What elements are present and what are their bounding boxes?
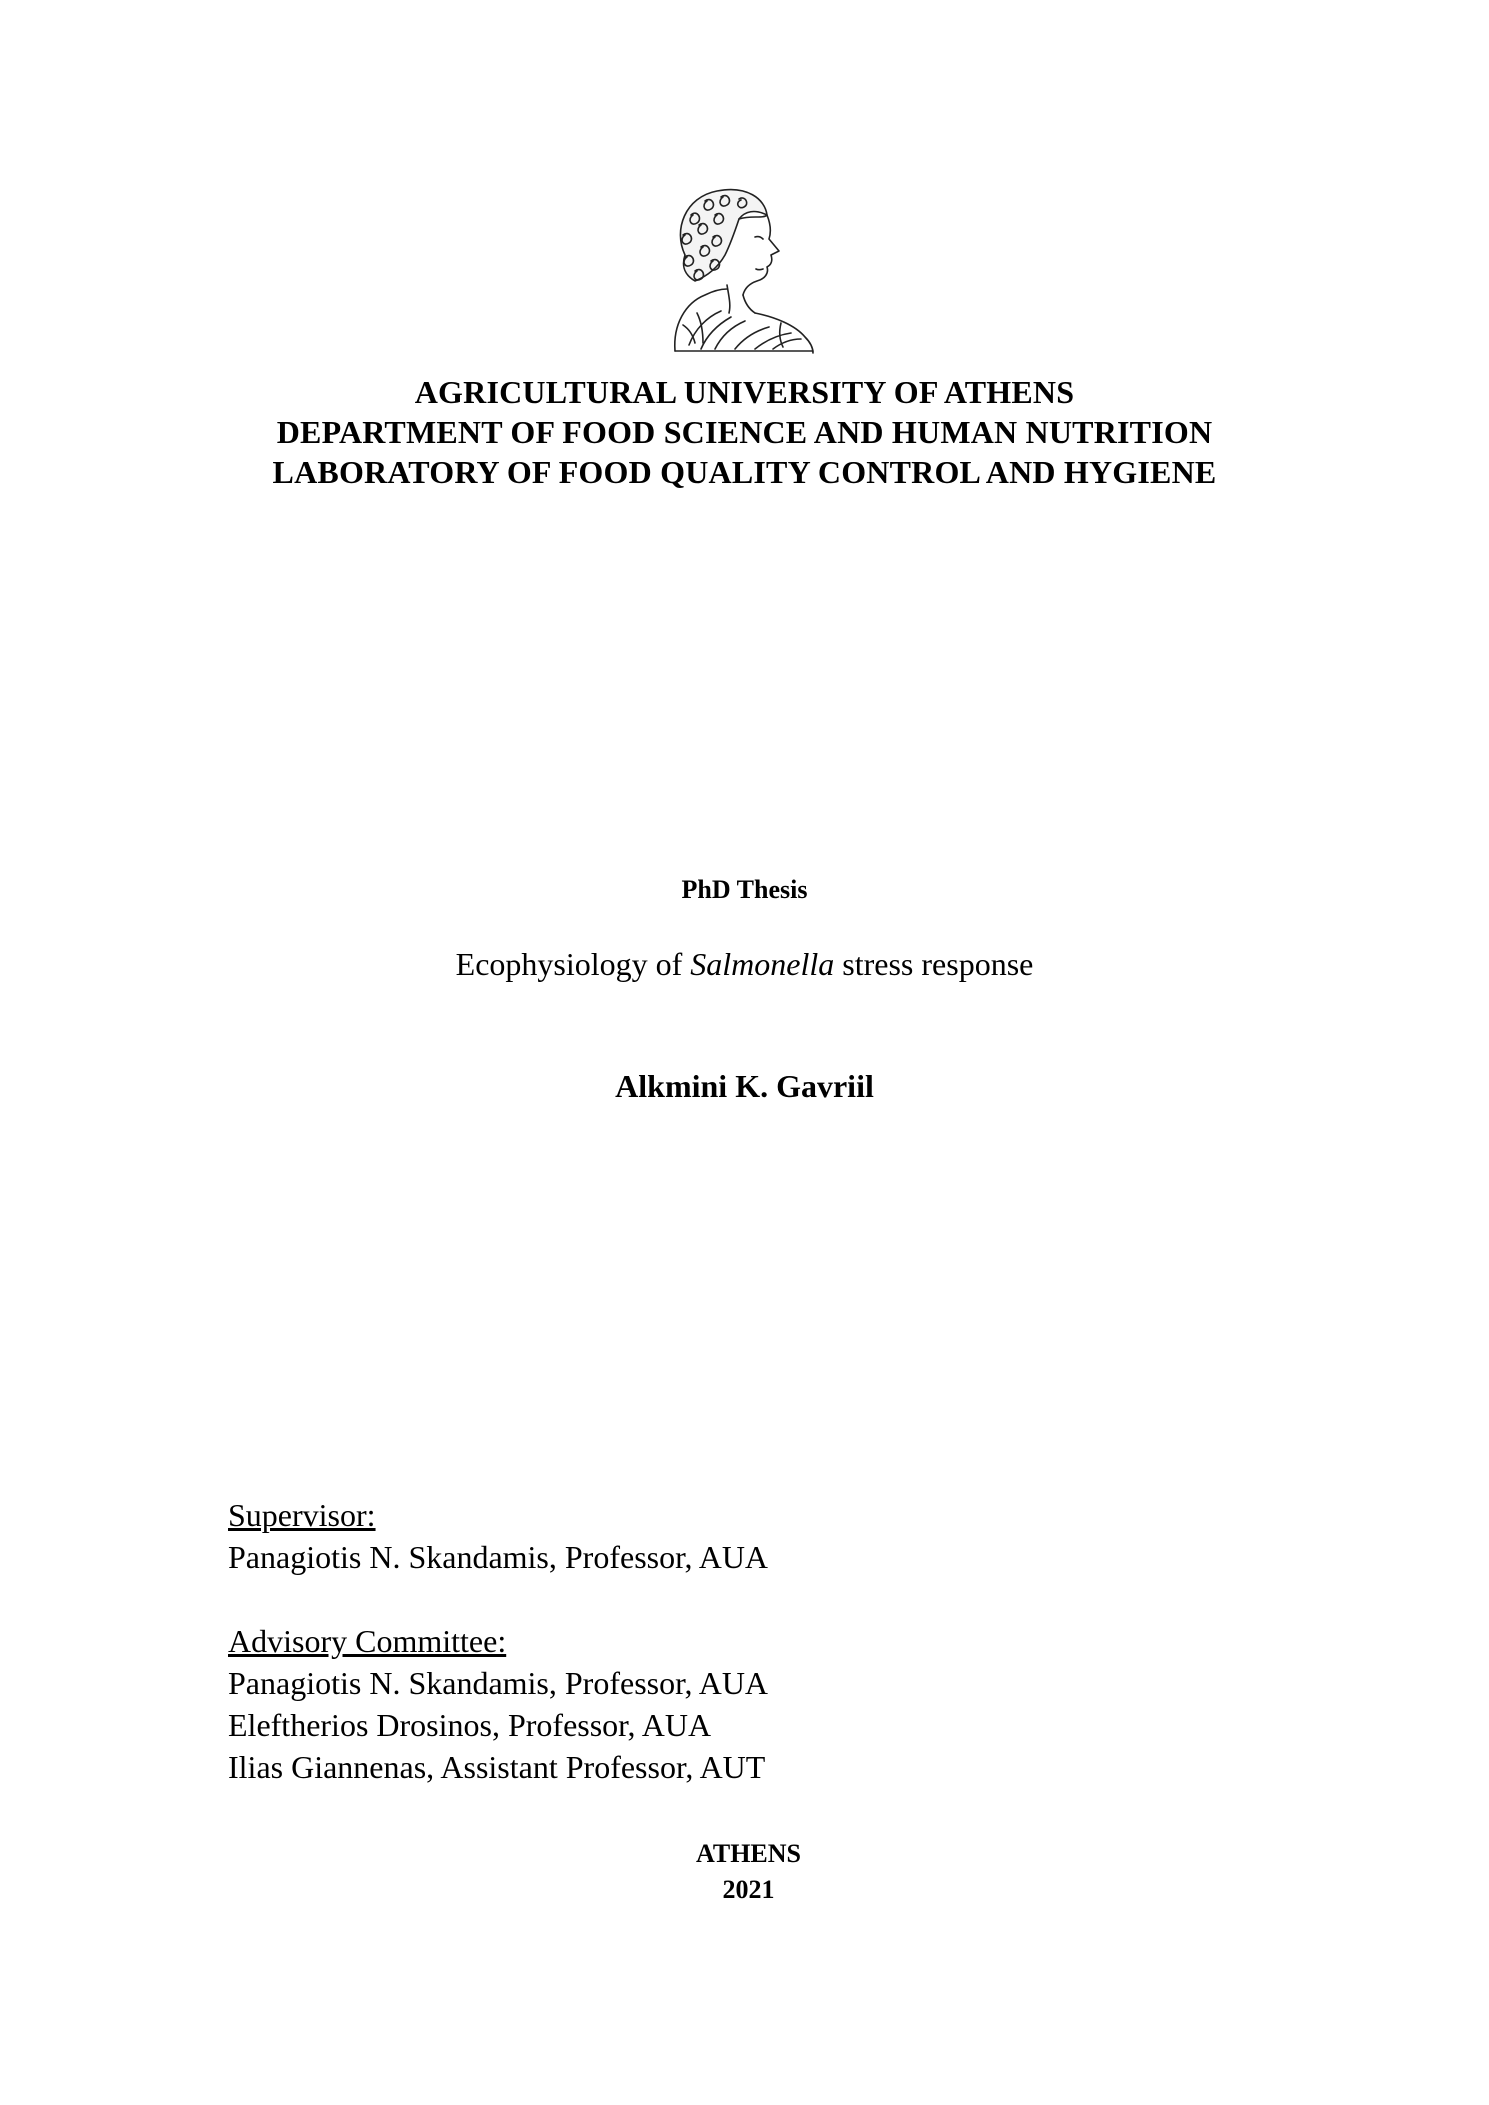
committee-block xyxy=(228,1494,768,1788)
committee-member: Eleftherios Drosinos, Professor, AUA xyxy=(228,1707,712,1743)
document-type: PhD Thesis xyxy=(681,875,808,904)
place-and-year xyxy=(0,1836,1489,1908)
university-logo-icon xyxy=(655,185,830,355)
supervisor-name: Panagiotis N. Skandamis, Professor, AUA xyxy=(228,1539,769,1575)
thesis-title-start: Ecophysiology of xyxy=(455,946,691,982)
thesis-title-organism: Salmonella xyxy=(690,946,835,982)
supervisor-heading: Supervisor: xyxy=(228,1497,376,1533)
place: ATHENS xyxy=(696,1839,801,1868)
committee-member: Panagiotis N. Skandamis, Professor, AUA xyxy=(228,1665,769,1701)
laboratory-name: LABORATORY OF FOOD QUALITY CONTROL AND HYGIENE xyxy=(272,454,1217,490)
institution-header xyxy=(0,372,1489,492)
author-name: Alkmini K. Gavriil xyxy=(615,1068,874,1104)
department-name: DEPARTMENT OF FOOD SCIENCE AND HUMAN NUTRITION xyxy=(276,414,1213,450)
committee-member: Ilias Giannenas, Assistant Professor, AUT xyxy=(228,1749,766,1785)
thesis-title-end: stress response xyxy=(834,946,1034,982)
advisory-committee-heading: Advisory Committee: xyxy=(228,1623,507,1659)
university-name: AGRICULTURAL UNIVERSITY OF ATHENS xyxy=(414,374,1075,410)
year: 2021 xyxy=(722,1875,775,1904)
thesis-title xyxy=(0,944,1489,984)
section-spacer xyxy=(228,1578,768,1620)
